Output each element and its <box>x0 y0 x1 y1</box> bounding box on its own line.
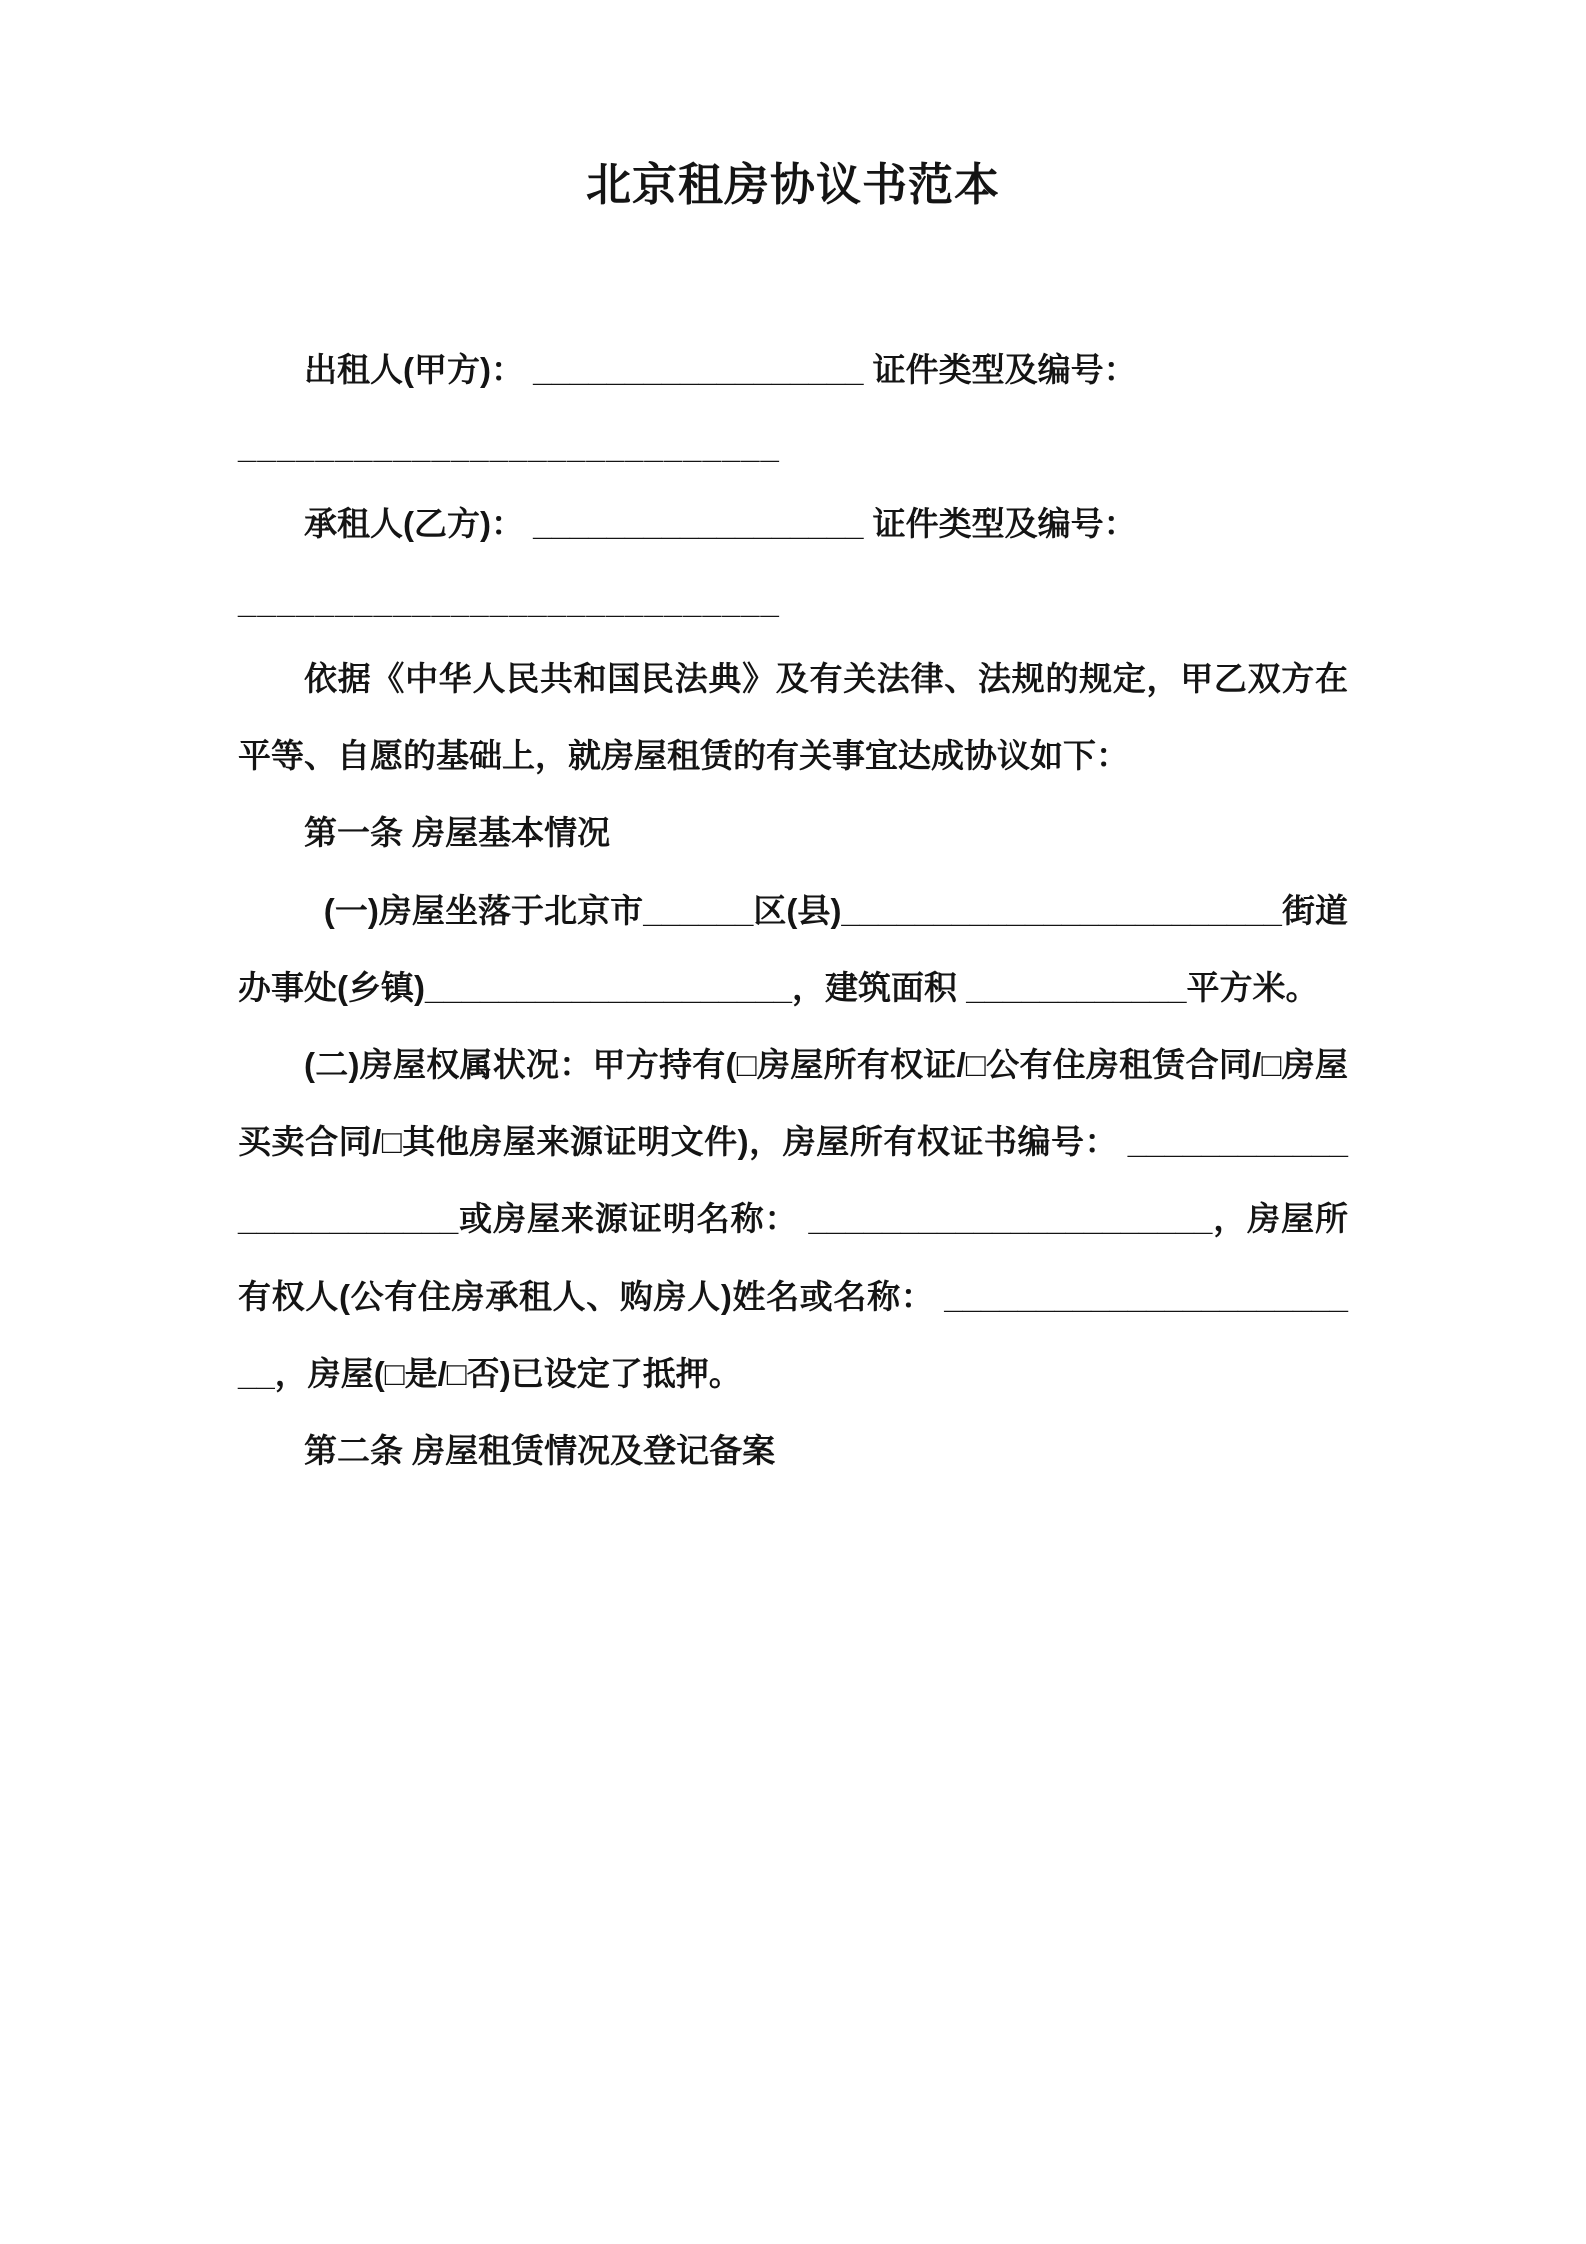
paragraph-preamble: 依据《中华人民共和国民法典》及有关法律、法规的规定，甲乙双方在平等、自愿的基础上，就房屋租赁的有关事宜达成协议如下： <box>238 659 1348 775</box>
document-title: 北京租房协议书范本 <box>585 159 1000 210</box>
paragraph-article-1-item-2: (二)房屋权属状况：甲方持有(□房屋所有权证/□公有住房租赁合同/□房屋买卖合同/□其他房屋来源证明文件)，房屋所有权证书编号： ________________________或房屋来源证明名称： ______________________，房屋所有权人(公有住房承租人、购房人)姓名或名称： ________________________，房屋(□是/□否)已设定了抵押。 <box>238 1045 1348 1392</box>
paragraph-article-2-title: 第二条 房屋租赁情况及登记备案 <box>304 1432 776 1470</box>
paragraph-lessor-line: 出租人(甲方)： __________________ 证件类型及编号： <box>304 351 1137 388</box>
paragraph-article-1-title: 第一条 房屋基本情况 <box>304 814 611 852</box>
paragraph-lessor-id-blank: ____________________________ <box>238 428 780 466</box>
paragraph-lessee-line: 承租人(乙方)： __________________ 证件类型及编号： <box>304 505 1137 543</box>
paragraph-lessee-id-blank: ____________________________ <box>238 582 780 620</box>
paragraph-article-1-item-1: (一)房屋坐落于北京市______区(县)________________________街道办事处(乡镇)____________________，建筑面积 ____________平方米。 <box>238 891 1348 1006</box>
